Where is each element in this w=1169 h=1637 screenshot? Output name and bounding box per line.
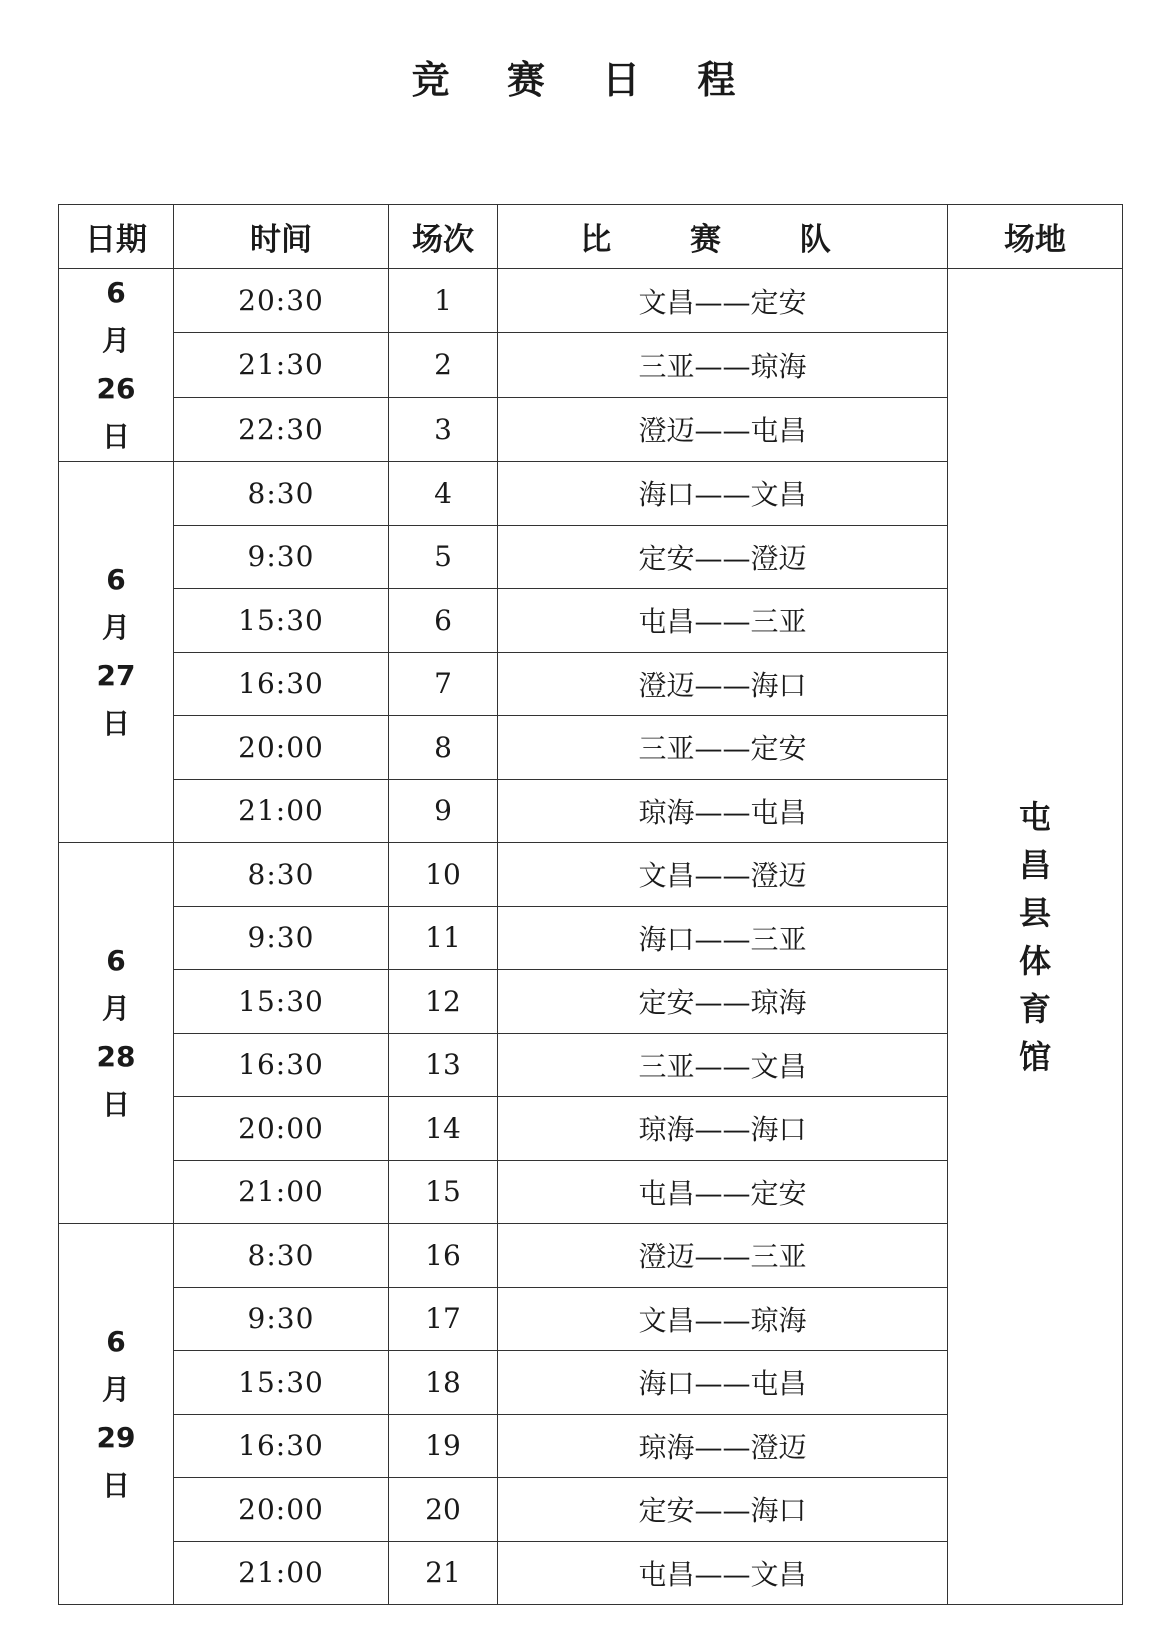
schedule-body bbox=[59, 269, 1123, 1605]
teams-cell: 琼海——屯昌 bbox=[498, 779, 948, 843]
date-cell bbox=[59, 1224, 174, 1605]
date-text: 月 bbox=[101, 1373, 130, 1406]
date-text: 日 bbox=[101, 1469, 130, 1502]
time-cell: 21:00 bbox=[174, 779, 389, 843]
date-text: 6 bbox=[106, 944, 126, 977]
date-text: 29 bbox=[96, 1421, 136, 1454]
match-number-cell: 9 bbox=[389, 779, 498, 843]
date-text: 月 bbox=[101, 611, 130, 644]
venue-text: 馆 bbox=[1018, 1037, 1051, 1076]
match-number-cell: 7 bbox=[389, 652, 498, 716]
time-cell: 9:30 bbox=[174, 906, 389, 970]
header-venue: 场地 bbox=[948, 205, 1123, 269]
date-text: 28 bbox=[96, 1040, 136, 1073]
date-text: 6 bbox=[106, 563, 126, 596]
match-number-cell: 6 bbox=[389, 589, 498, 653]
teams-cell: 澄迈——三亚 bbox=[498, 1224, 948, 1288]
time-cell: 8:30 bbox=[174, 843, 389, 907]
teams-cell: 屯昌——定安 bbox=[498, 1160, 948, 1224]
match-number-cell: 11 bbox=[389, 906, 498, 970]
header-teams: 比 赛 队 bbox=[498, 205, 948, 269]
time-cell: 9:30 bbox=[174, 1287, 389, 1351]
teams-cell: 文昌——澄迈 bbox=[498, 843, 948, 907]
time-cell: 16:30 bbox=[174, 1414, 389, 1478]
match-number-cell: 4 bbox=[389, 462, 498, 526]
match-number-cell: 12 bbox=[389, 970, 498, 1034]
time-cell: 16:30 bbox=[174, 1033, 389, 1097]
date-text: 日 bbox=[101, 707, 130, 740]
teams-cell: 屯昌——三亚 bbox=[498, 589, 948, 653]
match-number-cell: 13 bbox=[389, 1033, 498, 1097]
teams-cell: 三亚——文昌 bbox=[498, 1033, 948, 1097]
header-date: 日期 bbox=[59, 205, 174, 269]
teams-cell: 定安——澄迈 bbox=[498, 525, 948, 589]
time-cell: 20:00 bbox=[174, 1478, 389, 1542]
date-cell bbox=[59, 843, 174, 1224]
time-cell: 9:30 bbox=[174, 525, 389, 589]
match-number-cell: 21 bbox=[389, 1541, 498, 1605]
time-cell: 15:30 bbox=[174, 589, 389, 653]
teams-cell: 琼海——海口 bbox=[498, 1097, 948, 1161]
venue-text: 昌 bbox=[1018, 845, 1051, 884]
time-cell: 16:30 bbox=[174, 652, 389, 716]
time-cell: 15:30 bbox=[174, 970, 389, 1034]
date-text: 26 bbox=[96, 372, 136, 405]
header-match-number: 场次 bbox=[389, 205, 498, 269]
match-number-cell: 10 bbox=[389, 843, 498, 907]
time-cell: 20:00 bbox=[174, 1097, 389, 1161]
teams-cell: 海口——屯昌 bbox=[498, 1351, 948, 1415]
match-number-cell: 1 bbox=[389, 269, 498, 333]
match-number-cell: 8 bbox=[389, 716, 498, 780]
venue-text: 体 bbox=[1018, 941, 1051, 980]
time-cell: 20:00 bbox=[174, 716, 389, 780]
teams-cell: 海口——文昌 bbox=[498, 462, 948, 526]
time-cell: 8:30 bbox=[174, 1224, 389, 1288]
venue-text: 育 bbox=[1018, 989, 1051, 1028]
match-number-cell: 15 bbox=[389, 1160, 498, 1224]
venue-cell bbox=[948, 269, 1123, 1605]
date-cell bbox=[59, 269, 174, 462]
match-number-cell: 14 bbox=[389, 1097, 498, 1161]
teams-cell: 澄迈——屯昌 bbox=[498, 397, 948, 461]
time-cell: 22:30 bbox=[174, 397, 389, 461]
teams-cell: 文昌——定安 bbox=[498, 269, 948, 333]
date-text: 6 bbox=[106, 276, 126, 309]
date-text: 月 bbox=[101, 324, 130, 357]
header-time: 时间 bbox=[174, 205, 389, 269]
match-number-cell: 20 bbox=[389, 1478, 498, 1542]
teams-cell: 三亚——琼海 bbox=[498, 333, 948, 397]
date-text: 日 bbox=[101, 420, 130, 453]
teams-cell: 海口——三亚 bbox=[498, 906, 948, 970]
match-number-cell: 16 bbox=[389, 1224, 498, 1288]
date-text: 月 bbox=[101, 992, 130, 1025]
time-cell: 20:30 bbox=[174, 269, 389, 333]
teams-cell: 澄迈——海口 bbox=[498, 652, 948, 716]
schedule-table bbox=[58, 204, 1123, 1605]
time-cell: 15:30 bbox=[174, 1351, 389, 1415]
teams-cell: 琼海——澄迈 bbox=[498, 1414, 948, 1478]
teams-cell: 定安——琼海 bbox=[498, 970, 948, 1034]
header-row bbox=[59, 205, 1123, 269]
time-cell: 8:30 bbox=[174, 462, 389, 526]
date-cell bbox=[59, 462, 174, 843]
venue-text: 屯 bbox=[1018, 797, 1051, 836]
date-text: 27 bbox=[96, 659, 136, 692]
teams-cell: 屯昌——文昌 bbox=[498, 1541, 948, 1605]
venue-text: 县 bbox=[1018, 893, 1051, 932]
date-text: 日 bbox=[101, 1088, 130, 1121]
match-number-cell: 19 bbox=[389, 1414, 498, 1478]
teams-cell: 定安——海口 bbox=[498, 1478, 948, 1542]
teams-cell: 三亚——定安 bbox=[498, 716, 948, 780]
match-number-cell: 17 bbox=[389, 1287, 498, 1351]
time-cell: 21:00 bbox=[174, 1160, 389, 1224]
teams-cell: 文昌——琼海 bbox=[498, 1287, 948, 1351]
page-title: 竞 赛 日 程 bbox=[411, 58, 758, 102]
match-number-cell: 5 bbox=[389, 525, 498, 589]
date-text: 6 bbox=[106, 1325, 126, 1358]
table-row bbox=[59, 269, 1123, 333]
match-number-cell: 3 bbox=[389, 397, 498, 461]
time-cell: 21:00 bbox=[174, 1541, 389, 1605]
time-cell: 21:30 bbox=[174, 333, 389, 397]
match-number-cell: 18 bbox=[389, 1351, 498, 1415]
match-number-cell: 2 bbox=[389, 333, 498, 397]
